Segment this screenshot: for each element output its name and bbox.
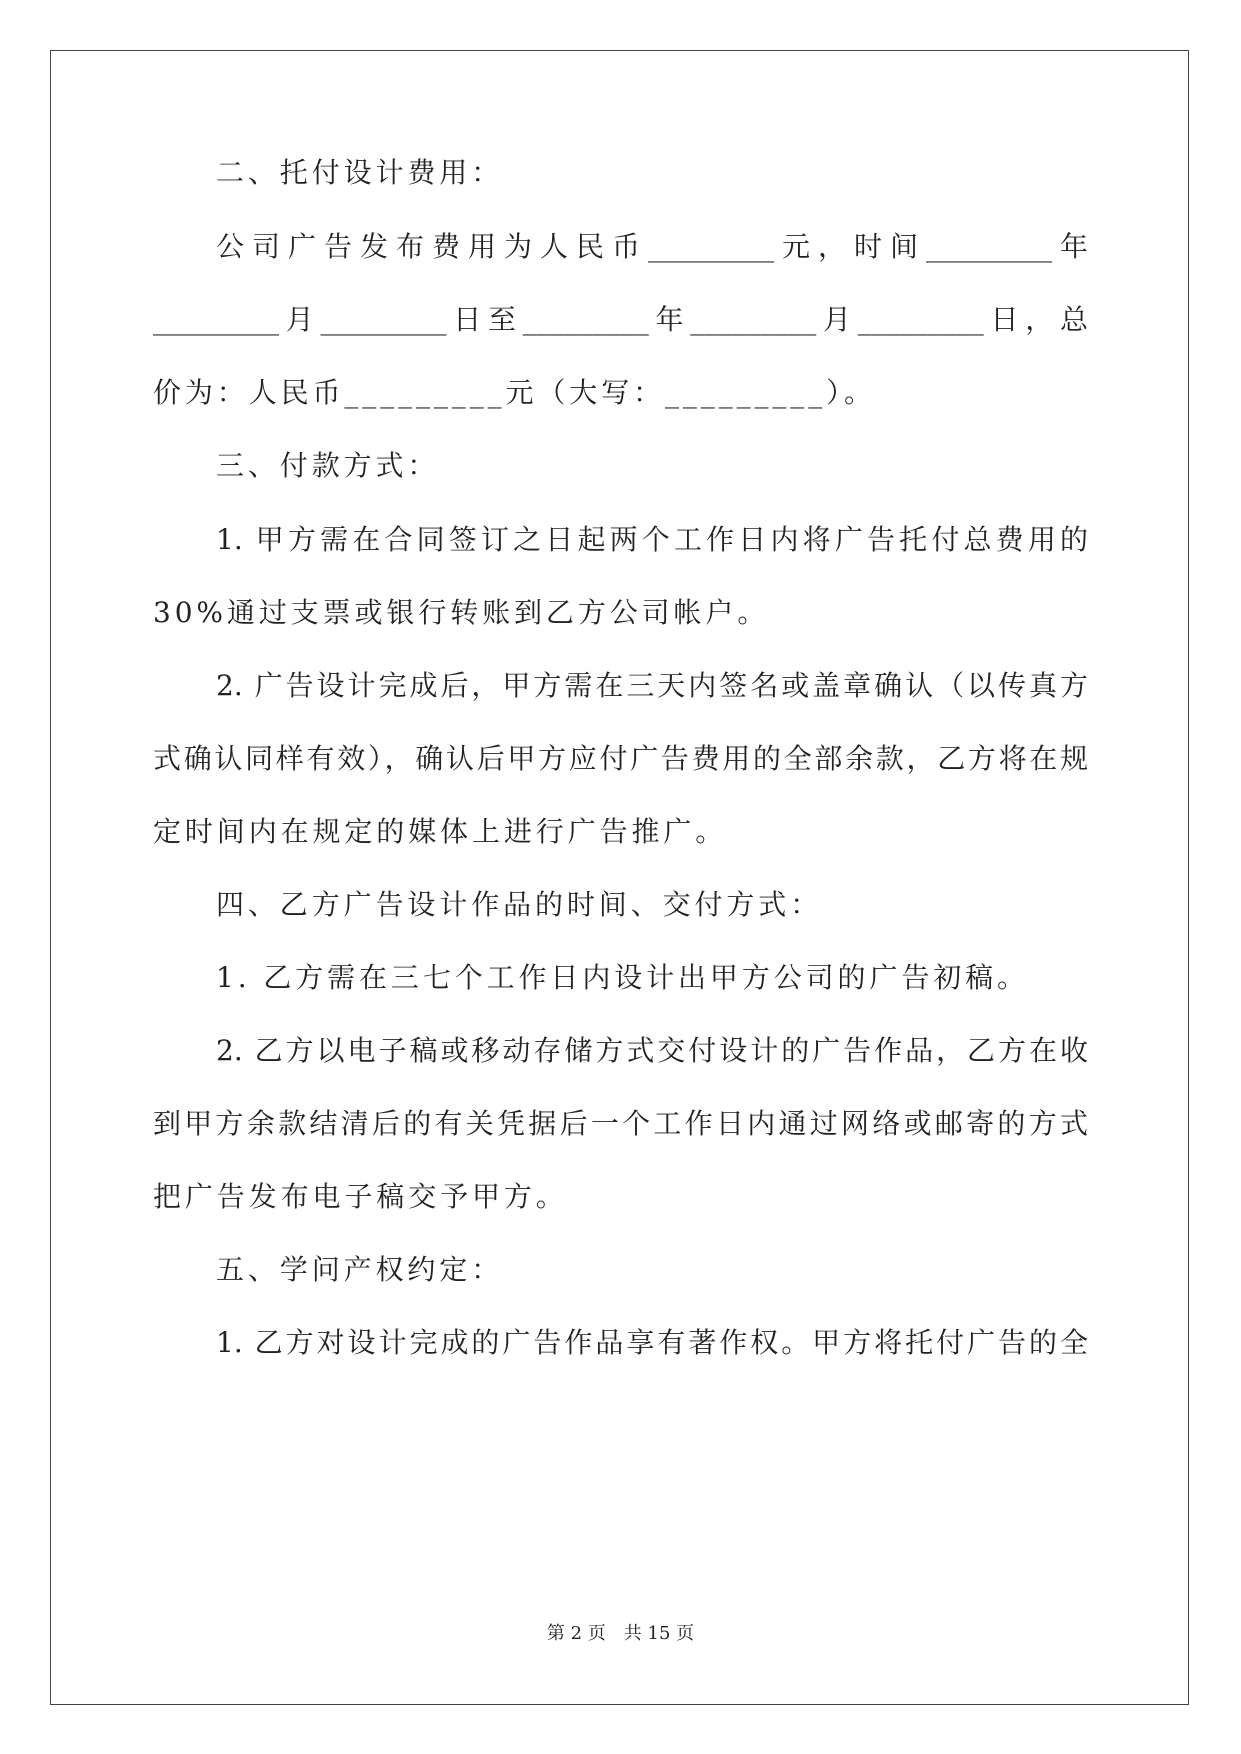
paragraph-line: 式确认同样有效），确认后甲方应付广告费用的全部余款，乙方将在规: [153, 742, 1088, 775]
paragraph-line: 公司广告发布费用为人民币_________元，时间_________年: [216, 230, 1088, 263]
section-heading-ip: 五、学问产权约定：: [216, 1253, 504, 1286]
paragraph-line: 1. 甲方需在合同签订之日起两个工作日内将广告托付总费用的: [216, 523, 1088, 556]
section-heading-delivery: 四、乙方广告设计作品的时间、交付方式：: [216, 888, 823, 921]
paragraph-line: 把广告发布电子稿交予甲方。: [153, 1180, 568, 1213]
page-number: 第 2 页 共 15 页: [546, 1623, 695, 1644]
section-heading-payment: 三、付款方式：: [216, 449, 440, 482]
paragraph-line: _________月_________日至_________年_________月_________日，总: [153, 303, 1088, 336]
page-frame: [50, 50, 1189, 1705]
section-heading-design-fee: 二、托付设计费用：: [216, 156, 504, 189]
paragraph-line: 1. 乙方需在三七个工作日内设计出甲方公司的广告初稿。: [216, 961, 1029, 994]
paragraph-line: 价为：人民币_________元（大写：_________）。: [153, 376, 876, 409]
paragraph-line: 到甲方余款结清后的有关凭据后一个工作日内通过网络或邮寄的方式: [153, 1107, 1088, 1140]
paragraph-line: 2. 广告设计完成后，甲方需在三天内签名或盖章确认（以传真方: [216, 669, 1088, 702]
paragraph-line: 定时间内在规定的媒体上进行广告推广。: [153, 815, 728, 848]
paragraph-line: 1. 乙方对设计完成的广告作品享有著作权。甲方将托付广告的全: [216, 1326, 1088, 1359]
paragraph-line: 2. 乙方以电子稿或移动存储方式交付设计的广告作品，乙方在收: [216, 1034, 1088, 1067]
paragraph-line: 30%通过支票或银行转账到乙方公司帐户。: [153, 596, 770, 629]
